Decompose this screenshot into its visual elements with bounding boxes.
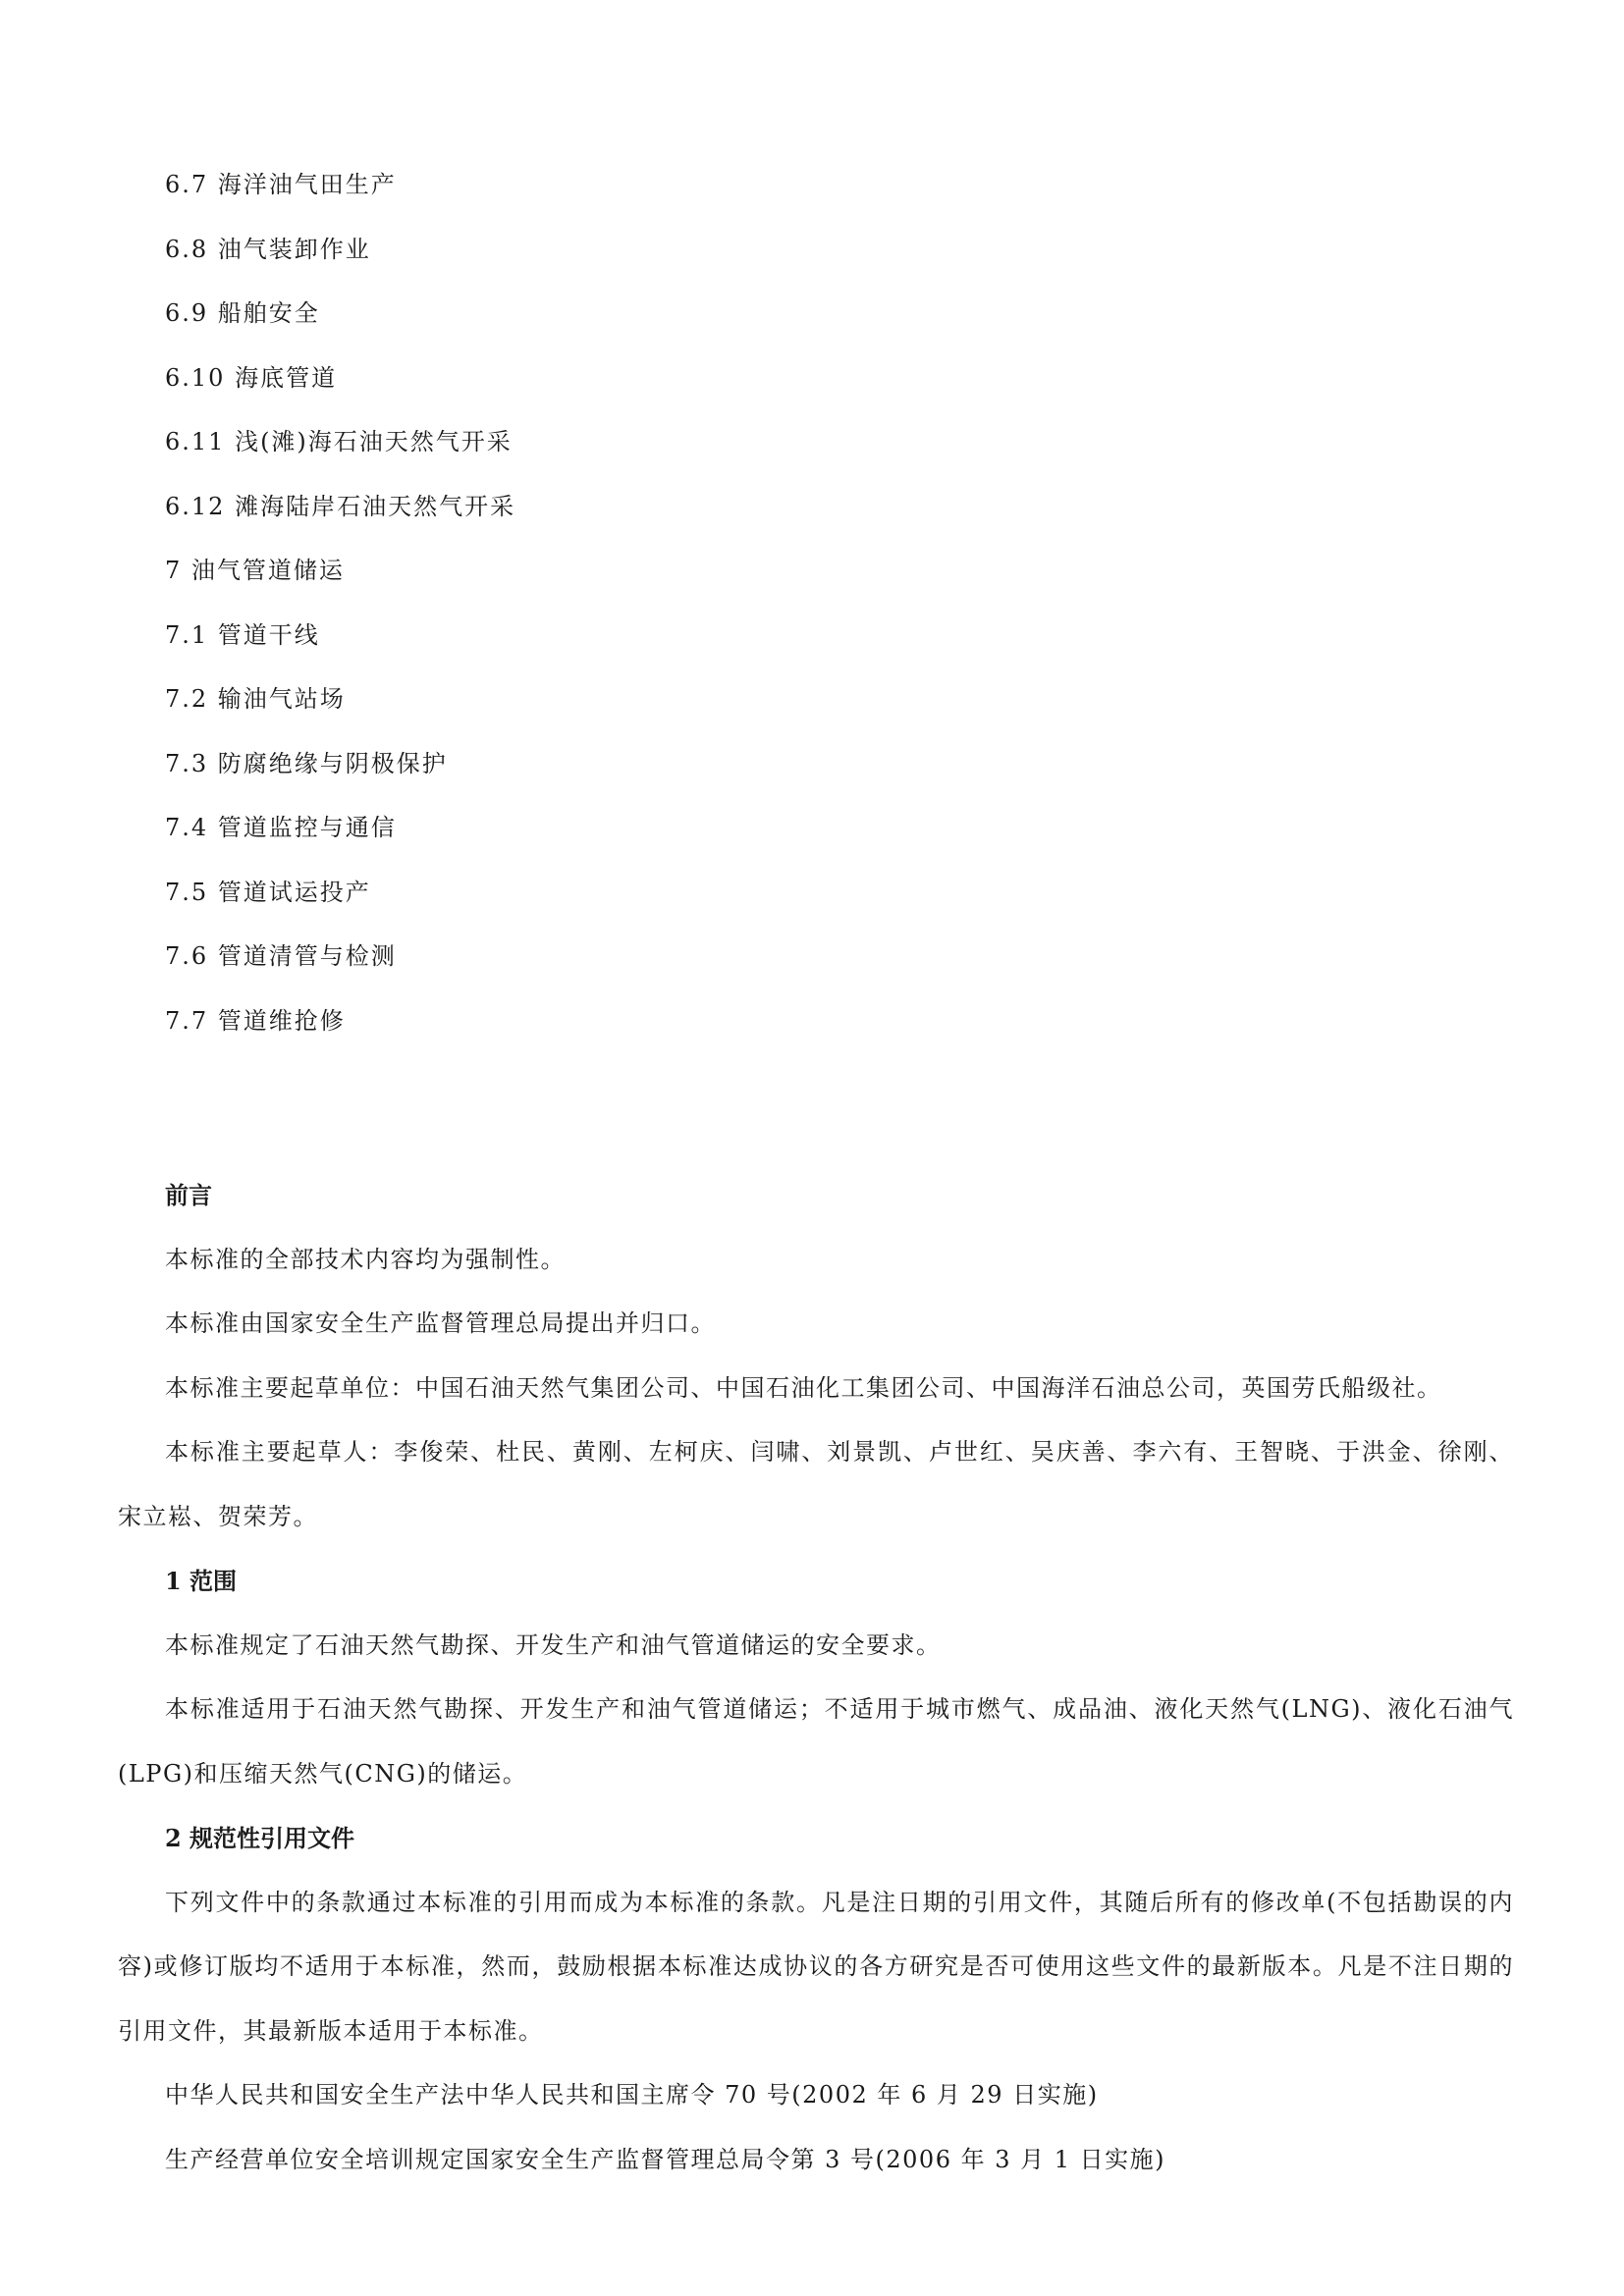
section-heading-normative-references: 2 规范性引用文件 — [165, 1824, 355, 1852]
section-heading-scope: 1 范围 — [165, 1567, 238, 1595]
toc-item: 7.7 管道维抢修 — [165, 1006, 346, 1035]
toc-item: 7.6 管道清管与检测 — [165, 942, 397, 970]
toc-item: 6.10 海底管道 — [165, 363, 338, 392]
toc-item: 7.5 管道试运投产 — [165, 878, 371, 906]
toc-item: 6.8 油气装卸作业 — [165, 235, 371, 263]
toc-item: 7 油气管道储运 — [165, 557, 345, 584]
table-of-contents — [165, 165, 1441, 1065]
foreword-paragraph: 本标准由国家安全生产监督管理总局提出并归口。 — [165, 1309, 716, 1337]
references-paragraph: 下列文件中的条款通过本标准的引用而成为本标准的条款。凡是注日期的引用文件，其随后所有的修改单(不包括勘误的内容)或修订版均不适用于本标准，然而，鼓励根据本标准达成协议的各方研究是否可使用这些文件的最新版本。凡是不注日期的引用文件，其最新版本适用于本标准。 — [118, 1888, 1514, 2045]
toc-item: 7.1 管道干线 — [165, 620, 320, 649]
toc-item: 6.12 滩海陆岸石油天然气开采 — [165, 492, 516, 520]
document-body — [118, 1163, 1514, 2192]
toc-item: 7.2 输油气站场 — [165, 685, 346, 713]
reference-item: 生产经营单位安全培训规定国家安全生产监督管理总局令第 3 号(2006 年 3 月 1 日实施) — [165, 2145, 1166, 2173]
scope-paragraph: 本标准适用于石油天然气勘探、开发生产和油气管道储运；不适用于城市燃气、成品油、液化天然气(LNG)、液化石油气(LPG)和压缩天然气(CNG)的储运。 — [118, 1695, 1514, 1788]
toc-item: 7.4 管道监控与通信 — [165, 814, 397, 841]
foreword-paragraph: 本标准主要起草单位：中国石油天然气集团公司、中国石油化工集团公司、中国海洋石油总公司，英国劳氏船级社。 — [165, 1373, 1442, 1402]
toc-item: 7.3 防腐绝缘与阴极保护 — [165, 749, 448, 777]
toc-item: 6.9 船舶安全 — [165, 299, 320, 327]
reference-item: 中华人民共和国安全生产法中华人民共和国主席令 70 号(2002 年 6 月 29 日实施) — [165, 2081, 1099, 2109]
foreword-paragraph: 本标准的全部技术内容均为强制性。 — [165, 1245, 566, 1273]
foreword-heading: 前言 — [165, 1181, 212, 1209]
toc-item: 6.11 浅(滩)海石油天然气开采 — [165, 428, 513, 455]
foreword-paragraph: 本标准主要起草人：李俊荣、杜民、黄刚、左柯庆、闫啸、刘景凯、卢世红、吴庆善、李六有、王智晓、于洪金、徐刚、宋立崧、贺荣芳。 — [118, 1438, 1514, 1530]
toc-item: 6.7 海洋油气田生产 — [165, 171, 397, 198]
scope-paragraph: 本标准规定了石油天然气勘探、开发生产和油气管道储运的安全要求。 — [165, 1630, 942, 1659]
